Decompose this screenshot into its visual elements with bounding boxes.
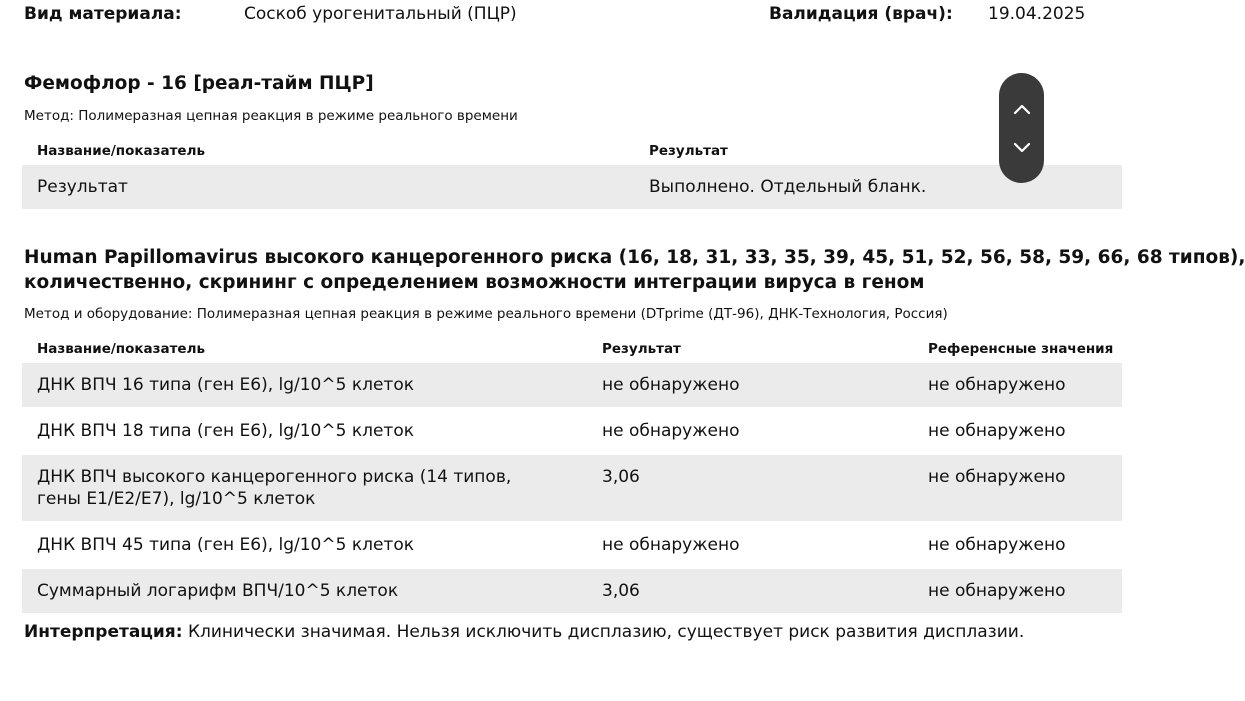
table-row: [22, 569, 1122, 615]
chevron-up-icon: [1013, 104, 1031, 115]
validation-label: Валидация (врач):: [769, 4, 953, 24]
section-title-hpv-line1: Human Papillomavirus высокого канцерогенного риска (16, 18, 31, 33, 35, 39, 45, 51, 52, 56, 58, 59, 66, 68 типов),: [24, 247, 1245, 268]
header-reference: Референсные значения: [928, 341, 1114, 357]
material-value: Соскоб урогенитальный (ПЦР): [244, 4, 517, 24]
row-name: ДНК ВПЧ 16 типа (ген Е6), lg/10^5 клеток: [37, 375, 415, 395]
interpretation-label: Интерпретация:: [24, 622, 183, 642]
table-header: [22, 341, 1122, 363]
chevron-down-icon: [1013, 142, 1031, 153]
section-title-femoflor: Фемофлор - 16 [реал-тайм ПЦР]: [24, 73, 374, 94]
scroll-down-button[interactable]: [999, 127, 1044, 167]
header-result: Результат: [602, 341, 681, 357]
row-name: ДНК ВПЧ 18 типа (ген Е6), lg/10^5 клеток: [37, 421, 415, 441]
section-method-hpv: Метод и оборудование: Полимеразная цепная реакция в режиме реального времени (DTprime (ДТ-96), ДНК-Технология, Россия): [24, 306, 948, 322]
row-result: Выполнено. Отдельный бланк.: [649, 177, 927, 197]
row-reference: не обнаружено: [928, 581, 1066, 601]
row-result: 3,06: [602, 467, 640, 487]
table-row: [22, 363, 1122, 409]
table-row: [22, 165, 1122, 211]
femoflor-table: [22, 143, 1122, 211]
header-result: Результат: [649, 143, 728, 159]
interpretation: [24, 622, 1024, 642]
material-info-row: [24, 4, 1086, 30]
hpv-table: [22, 341, 1122, 615]
row-reference: не обнаружено: [928, 421, 1066, 441]
row-result: не обнаружено: [602, 375, 740, 395]
section-method-femoflor: Метод: Полимеразная цепная реакция в режиме реального времени: [24, 108, 518, 124]
row-reference: не обнаружено: [928, 375, 1066, 395]
material-label: Вид материала:: [24, 4, 182, 24]
scroll-up-button[interactable]: [999, 89, 1044, 129]
interpretation-text: Клинически значимая. Нельзя исключить дисплазию, существует риск развития дисплазии.: [187, 622, 1025, 642]
header-name: Название/показатель: [37, 341, 206, 357]
header-name: Название/показатель: [37, 143, 206, 159]
table-header: [22, 143, 1122, 165]
row-reference: не обнаружено: [928, 535, 1066, 555]
row-name: ДНК ВПЧ высокого канцерогенного риска (14 типов, гены Е1/Е2/Е7), lg/10^5 клеток: [37, 467, 512, 509]
row-name: Результат: [37, 177, 128, 197]
row-result: 3,06: [602, 581, 640, 601]
table-row: [22, 523, 1122, 569]
validation-date: 19.04.2025: [988, 4, 1086, 24]
scroll-nav-pill: [999, 73, 1044, 183]
row-name: ДНК ВПЧ 45 типа (ген Е6), lg/10^5 клеток: [37, 535, 415, 555]
row-result: не обнаружено: [602, 535, 740, 555]
table-row: [22, 455, 1122, 523]
row-result: не обнаружено: [602, 421, 740, 441]
row-reference: не обнаружено: [928, 467, 1066, 487]
row-name: Суммарный логарифм ВПЧ/10^5 клеток: [37, 581, 399, 601]
section-title-hpv-line2: количественно, скрининг с определением возможности интеграции вируса в геном: [24, 272, 925, 293]
table-row: [22, 409, 1122, 455]
